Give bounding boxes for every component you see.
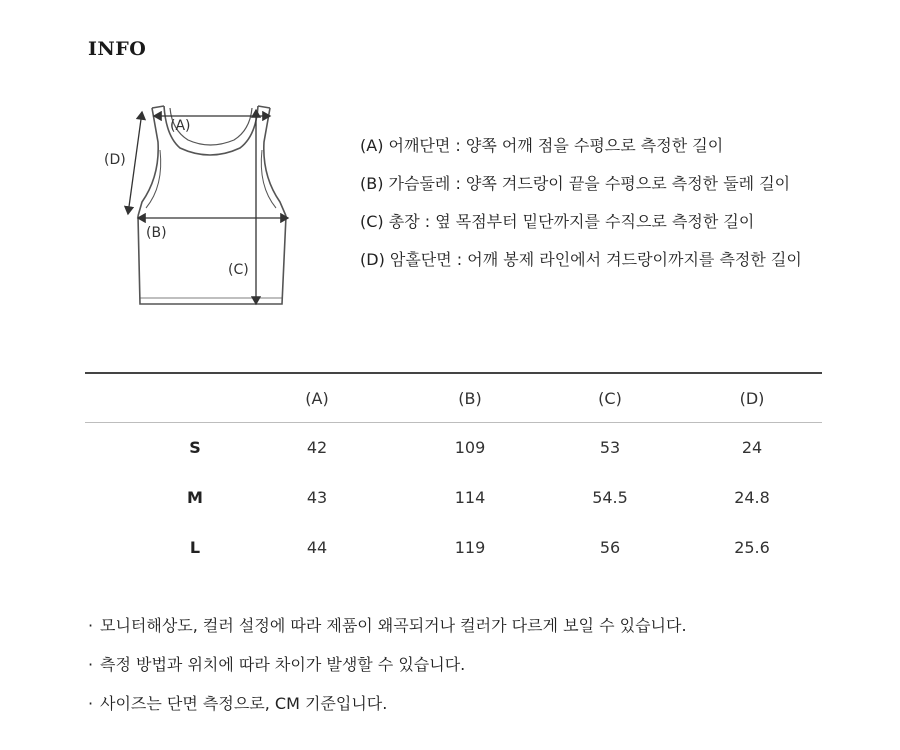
column-header-d: (D) [739,389,765,408]
diagram-label-a: (A) [170,118,191,134]
table-cell: 114 [454,488,486,507]
crop-top-sketch [100,90,310,320]
note-text: 측정 방법과 위치에 따라 차이가 발생할 수 있습니다. [100,655,466,674]
table-cell: 109 [454,438,486,457]
table-cell: 53 [599,438,621,457]
legend-item-c: (C) 총장 : 옆 목점부터 밑단까지를 수직으로 측정한 길이 [360,212,755,231]
note-text: 사이즈는 단면 측정으로, CM 기준입니다. [100,694,388,713]
table-cell: 43 [306,488,328,507]
table-cell: 56 [599,538,621,557]
page-title: INFO [88,38,147,60]
table-cell: 42 [306,438,328,457]
table-cell: 24 [741,438,763,457]
legend-item-b: (B) 가슴둘레 : 양쪽 겨드랑이 끝을 수평으로 측정한 둘레 길이 [360,174,791,193]
note-item [88,657,687,696]
table-header-rule [85,422,822,423]
note-item [88,618,687,657]
measurement-legend [360,138,802,290]
table-cell: 25.6 [734,538,770,557]
column-header-a: (A) [305,389,329,408]
table-cell: 24.8 [734,488,770,507]
table-cell: 119 [454,538,486,557]
note-text: 모니터해상도, 컬러 설정에 따라 제품이 왜곡되거나 컬러가 다르게 보일 수 있습니다. [100,616,687,635]
legend-item-a: (A) 어깨단면 : 양쪽 어깨 점을 수평으로 측정한 길이 [360,136,724,155]
diagram-label-d: (D) [104,152,126,168]
bullet-icon: · [88,655,94,674]
size-label-s: S [189,438,201,457]
column-header-b: (B) [458,389,482,408]
notes-list [88,618,687,735]
table-top-rule [85,372,822,374]
garment-outline [138,106,286,304]
diagram-label-b: (B) [146,225,167,241]
table-cell: 44 [306,538,328,557]
bullet-icon: · [88,694,94,713]
legend-item-d: (D) 암홀단면 : 어깨 봉제 라인에서 겨드랑이까지를 측정한 길이 [360,250,802,269]
table-cell: 54.5 [592,488,628,507]
diagram-label-c: (C) [228,262,249,278]
note-item [88,696,687,735]
size-label-m: M [187,488,203,507]
bullet-icon: · [88,616,94,635]
column-header-c: (C) [598,389,622,408]
size-label-l: L [189,538,201,557]
garment-diagram [100,90,310,320]
